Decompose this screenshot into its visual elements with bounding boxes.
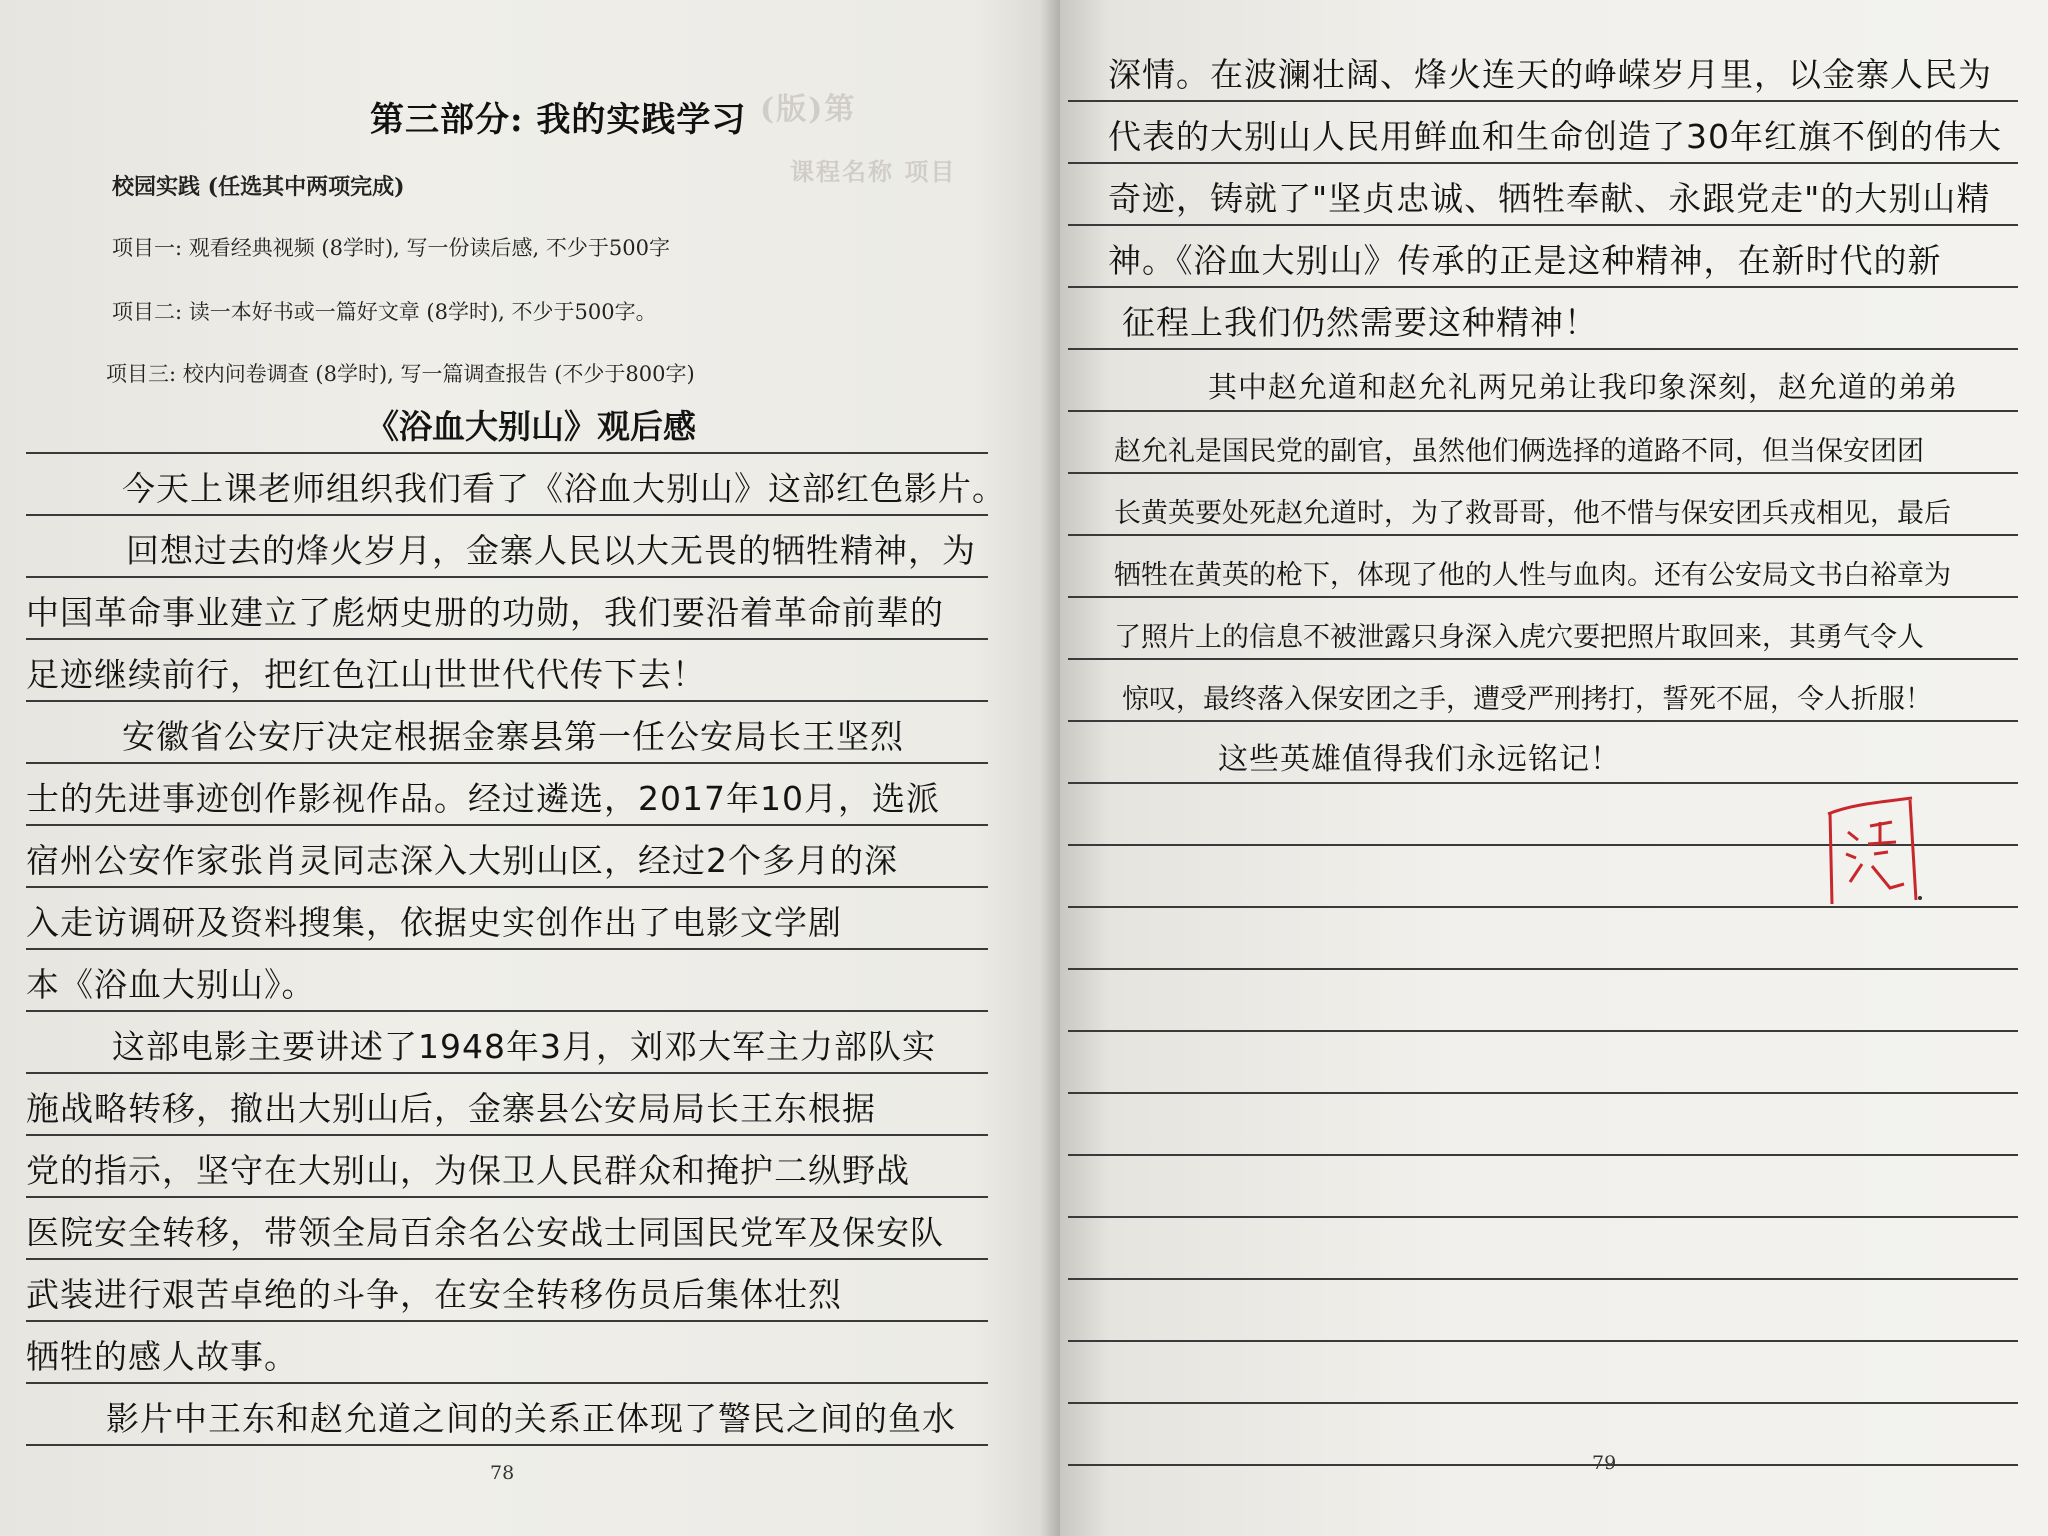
- essay-line: 安徽省公安厅决定根据金寨县第一任公安局长王坚烈: [122, 717, 904, 756]
- text-line: [26, 1136, 988, 1198]
- page-number: 78: [490, 1462, 515, 1484]
- text-line: [1068, 412, 2018, 474]
- text-line: [26, 454, 1006, 516]
- essay-line: 今天上课老师组织我们看了《浴血大别山》这部红色影片。: [122, 469, 1006, 508]
- essay-line: 宿州公安作家张肖灵同志深入大别山区，经过2个多月的深: [26, 841, 898, 880]
- bleed-through-text: 课程名称 项目: [790, 157, 957, 186]
- text-line: [1068, 474, 2018, 536]
- essay-line: 惊叹，最终落入保安团之手，遭受严刑拷打，誓死不屈，令人折服！: [1122, 684, 1932, 715]
- project-item: 项目一: 观看经典视频 (8学时), 写一份读后感, 不少于500字: [112, 236, 670, 260]
- essay-line: 了照片上的信息不被泄露只身深入虎穴要把照片取回来，其勇气令人: [1114, 622, 1924, 653]
- blank-line: [1068, 1218, 2018, 1280]
- essay-line: 本《浴血大别山》。: [26, 965, 316, 1004]
- text-line: [1068, 660, 2018, 722]
- text-line: [26, 1260, 988, 1322]
- essay-line: 这部电影主要讲述了1948年3月，刘邓大军主力部队实: [112, 1027, 936, 1066]
- section-heading: 校园实践 (任选其中两项完成): [112, 174, 405, 200]
- essay-line: 武装进行艰苦卓绝的斗争，在安全转移伤员后集体壮烈: [26, 1275, 842, 1314]
- text-line: [26, 1322, 988, 1384]
- text-line: [26, 516, 988, 578]
- handwritten-essay: [26, 392, 1006, 1446]
- text-line: [1068, 164, 2018, 226]
- bleed-through-text: (版)第: [760, 92, 857, 127]
- blank-line: [1068, 1280, 2018, 1342]
- text-line: [26, 1012, 988, 1074]
- blank-line: [1068, 908, 2018, 970]
- project-item: 项目三: 校内问卷调查 (8学时), 写一篇调查报告 (不少于800字): [106, 362, 695, 386]
- text-line: [1068, 536, 2018, 598]
- text-line: [1068, 722, 2018, 784]
- page-number: 79: [1592, 1452, 1617, 1474]
- essay-line: 深情。在波澜壮阔、烽火连天的峥嵘岁月里，以金寨人民为: [1108, 55, 1992, 94]
- essay-title: 《浴血大别山》观后感: [366, 407, 696, 446]
- essay-line: 党的指示，坚守在大别山，为保卫人民群众和掩护二纵野战: [26, 1151, 910, 1190]
- essay-line: 牺牲的感人故事。: [26, 1337, 298, 1376]
- text-line: [1068, 40, 2018, 102]
- text-line: [26, 826, 988, 888]
- text-line: [1068, 350, 2018, 412]
- essay-line: 其中赵允道和赵允礼两兄弟让我印象深刻，赵允道的弟弟: [1208, 370, 1959, 404]
- text-line: [26, 1198, 988, 1260]
- essay-line: 影片中王东和赵允道之间的关系正体现了警民之间的鱼水: [106, 1399, 956, 1438]
- text-line: [1068, 102, 2018, 164]
- essay-title-line: [26, 392, 988, 454]
- blank-line: [1068, 1094, 2018, 1156]
- essay-line: 这些英雄值得我们永远铭记！: [1218, 742, 1621, 777]
- blank-line: [1068, 1032, 2018, 1094]
- essay-line: 代表的大别山人民用鲜血和生命创造了30年红旗不倒的伟大: [1108, 117, 2002, 156]
- blank-line: [1068, 970, 2018, 1032]
- essay-line: 神。《浴血大别山》传承的正是这种精神，在新时代的新: [1108, 241, 1942, 280]
- essay-line: 医院安全转移，带领全局百余名公安战士同国民党军及保安队: [26, 1213, 944, 1252]
- essay-line: 牺牲在黄英的枪下，体现了他的人性与血肉。还有公安局文书白裕章为: [1114, 560, 1951, 591]
- handwritten-essay-continued: [1068, 40, 2018, 1466]
- blank-line: [1068, 1342, 2018, 1404]
- essay-line: 长黄英要处死赵允道时，为了救哥哥，他不惜与保安团兵戎相见，最后: [1114, 498, 1951, 529]
- text-line: [26, 950, 988, 1012]
- text-line: [26, 1384, 988, 1446]
- text-line: [26, 1074, 988, 1136]
- text-line: [26, 578, 988, 640]
- text-line: [26, 888, 988, 950]
- text-line: [26, 764, 988, 826]
- essay-line: 施战略转移，撤出大别山后，金寨县公安局局长王东根据: [26, 1089, 876, 1128]
- essay-line: 中国革命事业建立了彪炳史册的功勋，我们要沿着革命前辈的: [26, 593, 944, 632]
- essay-line: 回想过去的烽火岁月，金寨人民以大无畏的牺牲精神，为: [126, 531, 976, 570]
- blank-line: [1068, 1404, 2018, 1466]
- text-line: [1068, 288, 2018, 350]
- essay-line: 士的先进事迹创作影视作品。经过遴选，2017年10月，选派: [26, 779, 940, 818]
- right-page: [1060, 0, 2048, 1536]
- teacher-red-mark-icon: [1822, 792, 1922, 910]
- text-line: [1068, 598, 2018, 660]
- page-title: 第三部分: 我的实践学习: [370, 100, 747, 140]
- text-line: [26, 640, 988, 702]
- text-line: [1068, 226, 2018, 288]
- project-item: 项目二: 读一本好书或一篇好文章 (8学时), 不少于500字。: [112, 300, 657, 324]
- essay-line: 奇迹，铸就了"坚贞忠诚、牺牲奉献、永跟党走"的大别山精: [1108, 179, 1991, 218]
- blank-line: [1068, 1156, 2018, 1218]
- essay-line: 足迹继续前行，把红色江山世世代代传下去！: [26, 655, 706, 694]
- essay-line: 征程上我们仍然需要这种精神！: [1122, 303, 1598, 342]
- essay-line: 赵允礼是国民党的副官，虽然他们俩选择的道路不同，但当保安团团: [1114, 436, 1924, 467]
- text-line: [26, 702, 988, 764]
- essay-line: 入走访调研及资料搜集，依据史实创作出了电影文学剧: [26, 903, 842, 942]
